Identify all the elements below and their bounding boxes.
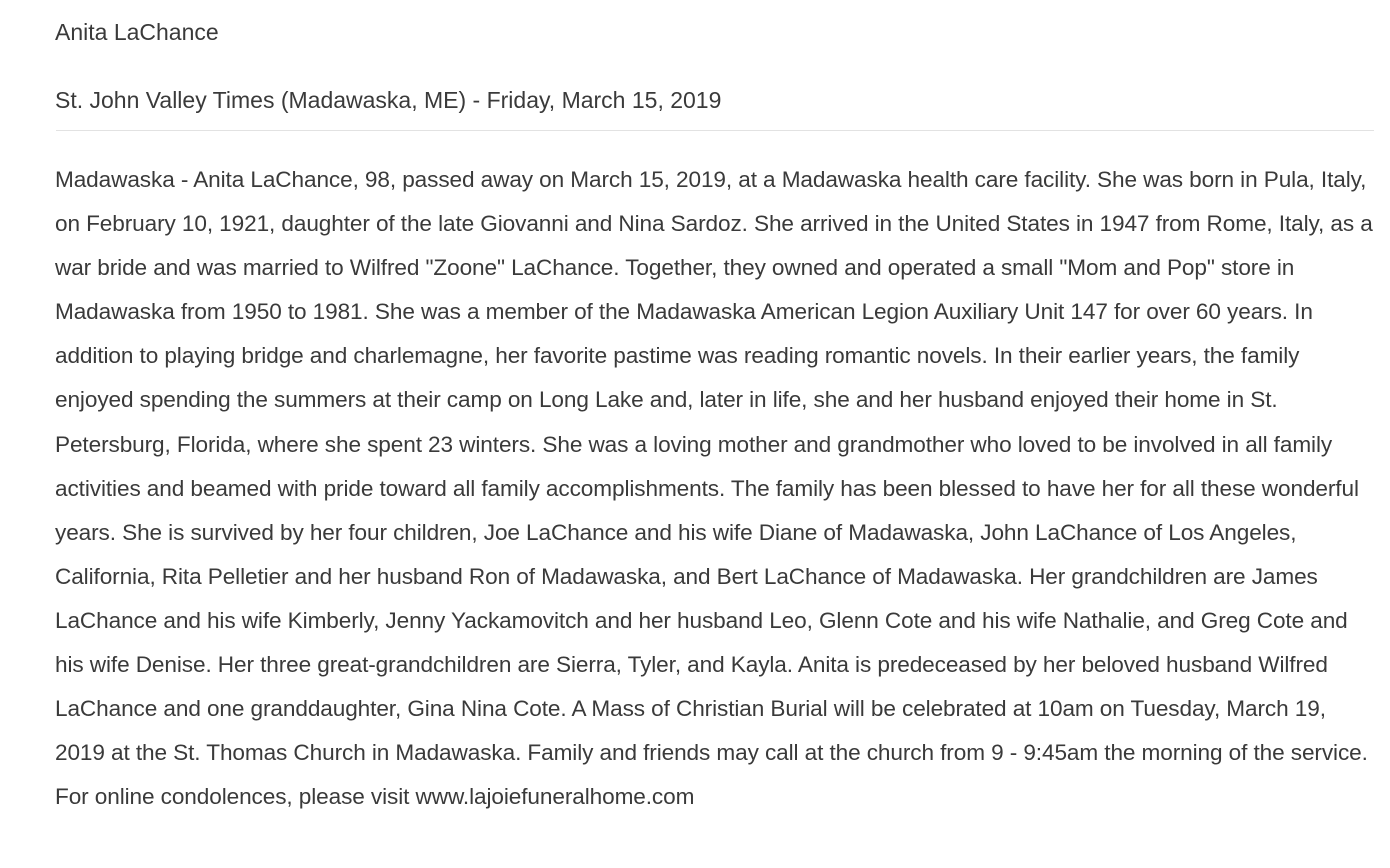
- obituary-name: Anita LaChance: [55, 19, 219, 45]
- obituary-source-line: St. John Valley Times (Madawaska, ME) - Friday, March 15, 2019: [55, 87, 722, 113]
- obituary-body-text: Madawaska - Anita LaChance, 98, passed away on March 15, 2019, at a Madawaska health care facility. She was born in Pula, Italy, on February 10, 1921, daughter of the late Giovanni and Nina Sardoz. She arrived in the United States in 1947 from Rome, Italy, as a war bride and was married to Wilfred "Zoone" LaChance. Together, they owned and operated a small "Mom and Pop" store in Madawaska from 1950 to 1981. She was a member of the Madawaska American Legion Auxiliary Unit 147 for over 60 years. In addition to playing bridge and charlemagne, her favorite pastime was reading romantic novels. In their earlier years, the family enjoyed spending the summers at their camp on Long Lake and, later in life, she and her husband enjoyed their home in St. Petersburg, Florida, where she spent 23 winters. She was a loving mother and grandmother who loved to be involved in all family activities and beamed with pride toward all family accomplishments. The family has been blessed to have her for all these wonderful years. She is survived by her four children, Joe LaChance and his wife Diane of Madawaska, John LaChance of Los Angeles, California, Rita Pelletier and her husband Ron of Madawaska, and Bert LaChance of Madawaska. Her grandchildren are James LaChance and his wife Kimberly, Jenny Yackamovitch and her husband Leo, Glenn Cote and his wife Nathalie, and Greg Cote and his wife Denise. Her three great-grandchildren are Sierra, Tyler, and Kayla. Anita is predeceased by her beloved husband Wilfred LaChance and one granddaughter, Gina Nina Cote. A Mass of Christian Burial will be celebrated at 10am on Tuesday, March 19, 2019 at the St. Thomas Church in Madawaska. Family and friends may call at the church from 9 - 9:45am the morning of the service. For online condolences, please visit www.lajoiefuneralhome.com: [55, 167, 1373, 810]
- divider: [56, 130, 1374, 131]
- obituary-article: [55, 0, 1375, 819]
